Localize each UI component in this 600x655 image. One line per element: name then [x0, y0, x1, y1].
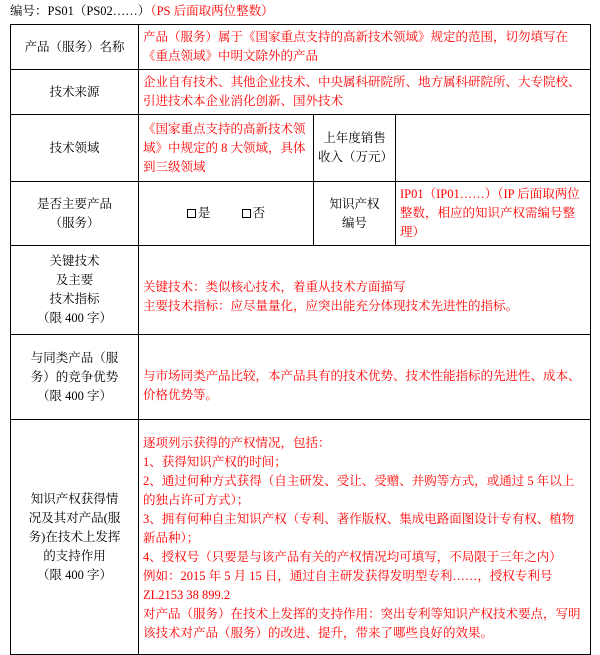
value-key-tech-line2: 主要技术指标：应尽量量化，应突出能充分体现技术先进性的指标。 — [143, 298, 519, 313]
value-key-tech-line1: 关键技术：类似核心技术，着重从技术方面描写 — [143, 279, 406, 294]
label-ip-number-line1: 知识产权 — [329, 196, 380, 211]
label-ip-support — [11, 420, 139, 655]
label-key-tech-line2: 及主要 — [55, 273, 94, 287]
value-ip-support-line2: 1、获得知识产权的时间； — [143, 454, 287, 469]
label-last-year-sales-revenue: 上年度销售收入（万元） — [314, 115, 396, 182]
label-ip-support-line1: 知识产权获得情 — [30, 491, 119, 506]
label-ip-support-line2: 况及其对产品(服 — [28, 510, 121, 525]
value-product-name[interactable]: 产品（服务）属于《国家重点支持的高新技术领域》规定的范围，切勿填写在《重点领域》中明文除外的产品 — [139, 25, 591, 70]
label-ip-number — [314, 182, 396, 246]
value-tech-field[interactable]: 《国家重点支持的高新技术领域》中规定的 8 大领域，具体到三级领域 — [139, 115, 314, 182]
label-competitive-advantage-line1: 与同类产品（服 — [30, 350, 119, 365]
value-key-tech[interactable] — [139, 246, 591, 335]
label-ip-support-line3: 务)在技术上发挥 — [28, 529, 121, 544]
label-key-tech — [11, 246, 139, 335]
table-row-ip-support — [11, 420, 591, 655]
checkbox-yes-group[interactable] — [187, 204, 211, 223]
value-ip-support[interactable] — [139, 420, 591, 655]
checkbox-yes-box[interactable] — [187, 209, 196, 218]
label-ip-number-line2: 编号 — [341, 215, 367, 230]
value-ip-support-line6: 例如：2015 年 5 月 15 日，通过自主研发获得发明型专利……，授权专利号ZL2153 38 899.2 — [143, 568, 553, 602]
table-row-is-main-product — [11, 182, 591, 246]
value-tech-source[interactable]: 企业自有技术、其他企业技术、中央属科研院所、地方属科研院所、大专院校、引进技术本企业消化创新、国外技术 — [139, 70, 591, 115]
label-competitive-advantage-line3: （限 400 字） — [36, 388, 112, 403]
product-information-table — [10, 24, 591, 655]
label-competitive-advantage-line2: 务）的竞争优势 — [30, 369, 119, 384]
label-tech-source: 技术来源 — [11, 70, 139, 115]
label-is-main-product — [11, 182, 139, 246]
value-ip-support-line1: 逐项列示获得的产权情况，包括： — [143, 435, 331, 450]
label-is-main-product-line2: （服务） — [49, 215, 100, 230]
table-row-tech-field — [11, 115, 591, 182]
checkbox-no-box[interactable] — [242, 209, 251, 218]
table-row-product-name — [11, 25, 591, 70]
checkbox-no-group[interactable] — [242, 204, 266, 223]
table-row-competitive-advantage — [11, 335, 591, 420]
table-row-key-tech — [11, 246, 591, 335]
document-number-red-note: （PS 后面取两位整数） — [150, 4, 274, 18]
label-competitive-advantage — [11, 335, 139, 420]
label-tech-field: 技术领域 — [11, 115, 139, 182]
label-product-name: 产品（服务）名称 — [11, 25, 139, 70]
value-ip-support-line5: 4、授权号（只要是与该产品有关的产权情况均可填写，不局限于三年之内） — [143, 549, 562, 564]
label-ip-support-line5: （限 400 字） — [36, 567, 112, 582]
checkbox-no-label: 否 — [252, 206, 266, 220]
label-key-tech-line1: 关键技术 — [49, 254, 100, 268]
label-key-tech-line4: （限 400 字） — [36, 311, 112, 325]
value-ip-number[interactable]: IP01（IP01……）（IP 后面取两位整数，相应的知识产权需编号整理） — [396, 182, 591, 246]
value-last-year-sales-revenue[interactable] — [396, 115, 591, 182]
table-row-tech-source — [11, 70, 591, 115]
value-ip-support-line4: 3、拥有何种自主知识产权（专利、著作版权、集成电路面图设计专有权、植物新品种）； — [143, 511, 575, 545]
document-number-black-text: 编号：PS01（PS02……） — [10, 4, 151, 18]
main-product-choice-group — [139, 182, 314, 246]
label-is-main-product-line1: 是否主要产品 — [36, 196, 112, 211]
checkbox-yes-label: 是 — [197, 206, 211, 220]
value-competitive-advantage[interactable]: 与市场同类产品比较，本产品具有的技术优势、技术性能指标的先进性、成本、价格优势等。 — [139, 335, 591, 420]
label-ip-support-line4: 的支持作用 — [43, 548, 106, 563]
value-ip-support-line3: 2、通过何种方式获得（自主研发、受让、受赠、并购等方式，或通过 5 年以上的独占许可方式）； — [143, 473, 575, 507]
value-ip-support-line7: 对产品（服务）在技术上发挥的支持作用：突出专利等知识产权技术要点，写明该技术对产品（服务）的改进、提升，带来了哪些良好的效果。 — [143, 606, 581, 640]
document-number-header — [10, 2, 274, 20]
label-key-tech-line3: 技术指标 — [49, 292, 100, 306]
